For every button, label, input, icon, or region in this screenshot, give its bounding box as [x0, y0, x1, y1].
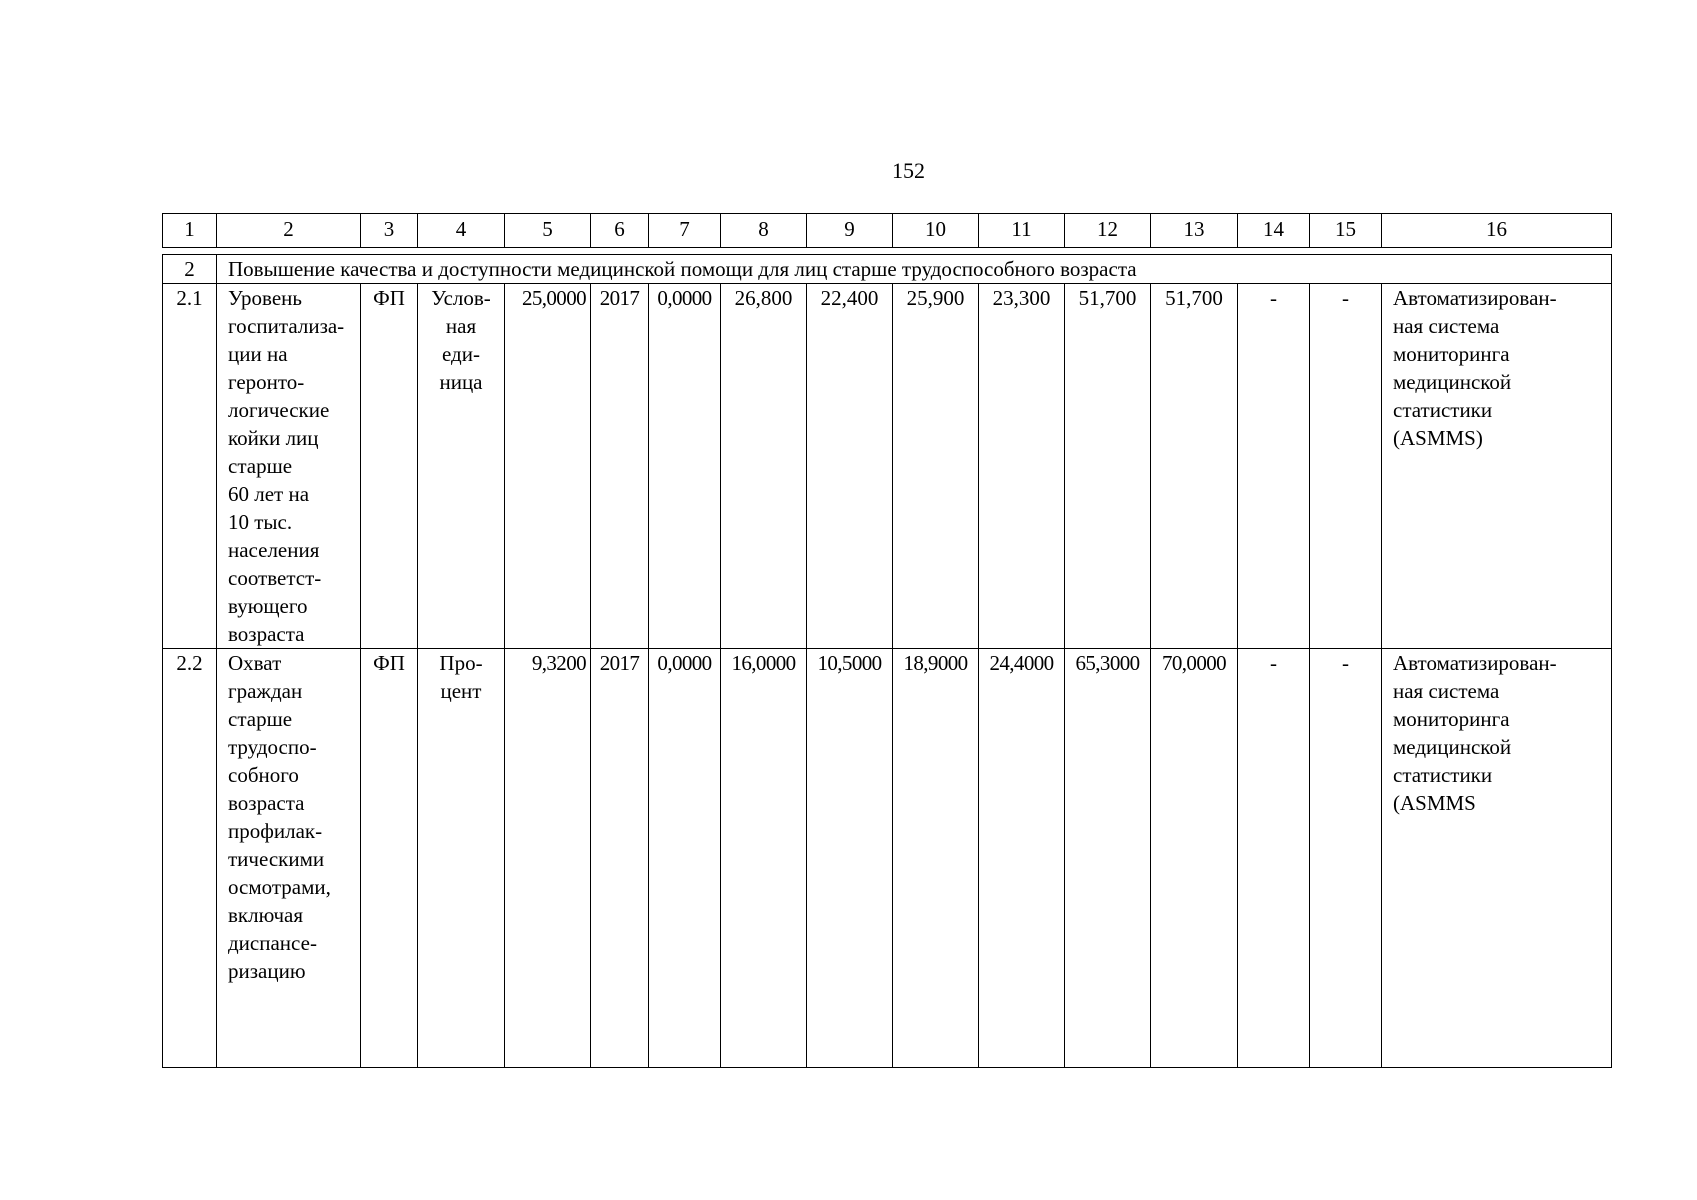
value-col-7: 0,0000	[649, 649, 721, 1068]
table-row	[163, 649, 1612, 1068]
value-col-15: -	[1310, 649, 1382, 1068]
column-number: 4	[418, 214, 505, 248]
column-number: 10	[893, 214, 979, 248]
section-number: 2	[163, 255, 217, 284]
base-value: 25,0000	[505, 284, 591, 649]
page-number: 152	[892, 158, 925, 183]
indicator-type: ФП	[361, 284, 418, 649]
unit-of-measure: Про- цент	[418, 649, 505, 1068]
value-col-12: 65,3000	[1065, 649, 1151, 1068]
value-col-11: 24,4000	[979, 649, 1065, 1068]
value-col-11: 23,300	[979, 284, 1065, 649]
column-number: 14	[1238, 214, 1310, 248]
section-row	[163, 255, 1612, 284]
indicator-table	[162, 254, 1612, 1068]
section-title: Повышение качества и доступности медицинской помощи для лиц старше трудоспособного возраста	[217, 255, 1612, 284]
base-year: 2017	[591, 284, 649, 649]
indicator-name: Уровень госпитализа- ции на геронто- логические койки лиц старше 60 лет на 10 тыс. населения соответст- вующего возраста	[217, 284, 361, 649]
column-number: 15	[1310, 214, 1382, 248]
value-col-13: 70,0000	[1151, 649, 1238, 1068]
data-source: Автоматизирован- ная система мониторинга медицинской статистики (ASMMS	[1382, 649, 1612, 1068]
value-col-12: 51,700	[1065, 284, 1151, 649]
indicator-name: Охват граждан старше трудоспо- собного возраста профилак- тическими осмотрами, включая диспансе- ризацию	[217, 649, 361, 1068]
row-number: 2.1	[163, 284, 217, 649]
unit-of-measure: Услов- ная еди- ница	[418, 284, 505, 649]
value-col-10: 25,900	[893, 284, 979, 649]
column-number-header	[162, 213, 1612, 248]
row-number: 2.2	[163, 649, 217, 1068]
column-number: 1	[163, 214, 217, 248]
value-col-9: 10,5000	[807, 649, 893, 1068]
column-number: 2	[217, 214, 361, 248]
column-number: 9	[807, 214, 893, 248]
column-number: 8	[721, 214, 807, 248]
value-col-8: 16,0000	[721, 649, 807, 1068]
value-col-10: 18,9000	[893, 649, 979, 1068]
column-number: 12	[1065, 214, 1151, 248]
column-number-row	[163, 214, 1612, 248]
value-col-14: -	[1238, 649, 1310, 1068]
value-col-9: 22,400	[807, 284, 893, 649]
data-source: Автоматизирован- ная система мониторинга медицинской статистики (ASMMS)	[1382, 284, 1612, 649]
value-col-14: -	[1238, 284, 1310, 649]
table-row	[163, 284, 1612, 649]
column-number: 5	[505, 214, 591, 248]
column-number: 13	[1151, 214, 1238, 248]
column-number: 3	[361, 214, 418, 248]
value-col-8: 26,800	[721, 284, 807, 649]
column-number: 16	[1382, 214, 1612, 248]
base-value: 9,3200	[505, 649, 591, 1068]
base-year: 2017	[591, 649, 649, 1068]
value-col-7: 0,0000	[649, 284, 721, 649]
value-col-13: 51,700	[1151, 284, 1238, 649]
column-number: 11	[979, 214, 1065, 248]
column-number: 6	[591, 214, 649, 248]
column-number: 7	[649, 214, 721, 248]
value-col-15: -	[1310, 284, 1382, 649]
indicator-type: ФП	[361, 649, 418, 1068]
